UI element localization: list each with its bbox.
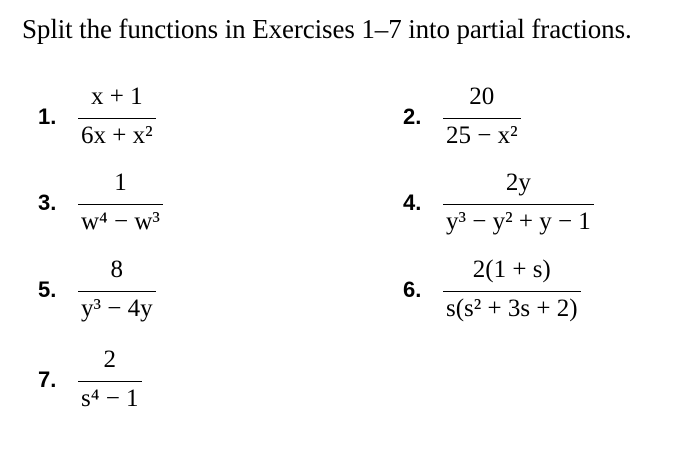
exercise-7 — [38, 345, 142, 414]
exercise-number: 3. — [38, 189, 57, 215]
denominator: w⁴ − w³ — [81, 208, 160, 235]
numerator: 2y — [505, 169, 531, 196]
exercise-number: 5. — [38, 276, 57, 302]
denominator: s⁴ − 1 — [81, 385, 139, 412]
fraction — [443, 82, 521, 151]
fraction — [78, 345, 142, 414]
numerator: 1 — [114, 169, 127, 196]
denominator: s(s² + 3s + 2) — [446, 295, 578, 322]
exercise-number: 7. — [38, 366, 57, 392]
exercise-2 — [403, 82, 521, 151]
exercise-number: 2. — [403, 103, 422, 129]
denominator: 6x + x² — [81, 122, 153, 149]
denominator: y³ − y² + y − 1 — [446, 208, 591, 235]
exercise-3 — [38, 168, 163, 237]
numerator: 2(1 + s) — [472, 256, 551, 283]
numerator: 20 — [469, 83, 495, 110]
fraction — [78, 255, 156, 324]
exercise-instructions: Split the functions in Exercises 1–7 into partial fractions. — [22, 14, 632, 44]
fraction — [443, 255, 581, 324]
numerator: x + 1 — [91, 83, 143, 110]
denominator: 25 − x² — [446, 122, 518, 149]
exercise-1 — [38, 82, 156, 151]
fraction — [78, 168, 163, 237]
exercise-number: 4. — [403, 189, 422, 215]
numerator: 8 — [110, 256, 124, 283]
exercise-5 — [38, 255, 156, 324]
exercise-number: 6. — [403, 276, 422, 302]
exercise-4 — [403, 168, 594, 237]
exercise-number: 1. — [38, 103, 57, 129]
fraction — [78, 82, 156, 151]
denominator: y³ − 4y — [81, 295, 153, 322]
numerator: 2 — [103, 346, 117, 373]
exercise-6 — [403, 255, 581, 324]
fraction — [443, 168, 594, 237]
